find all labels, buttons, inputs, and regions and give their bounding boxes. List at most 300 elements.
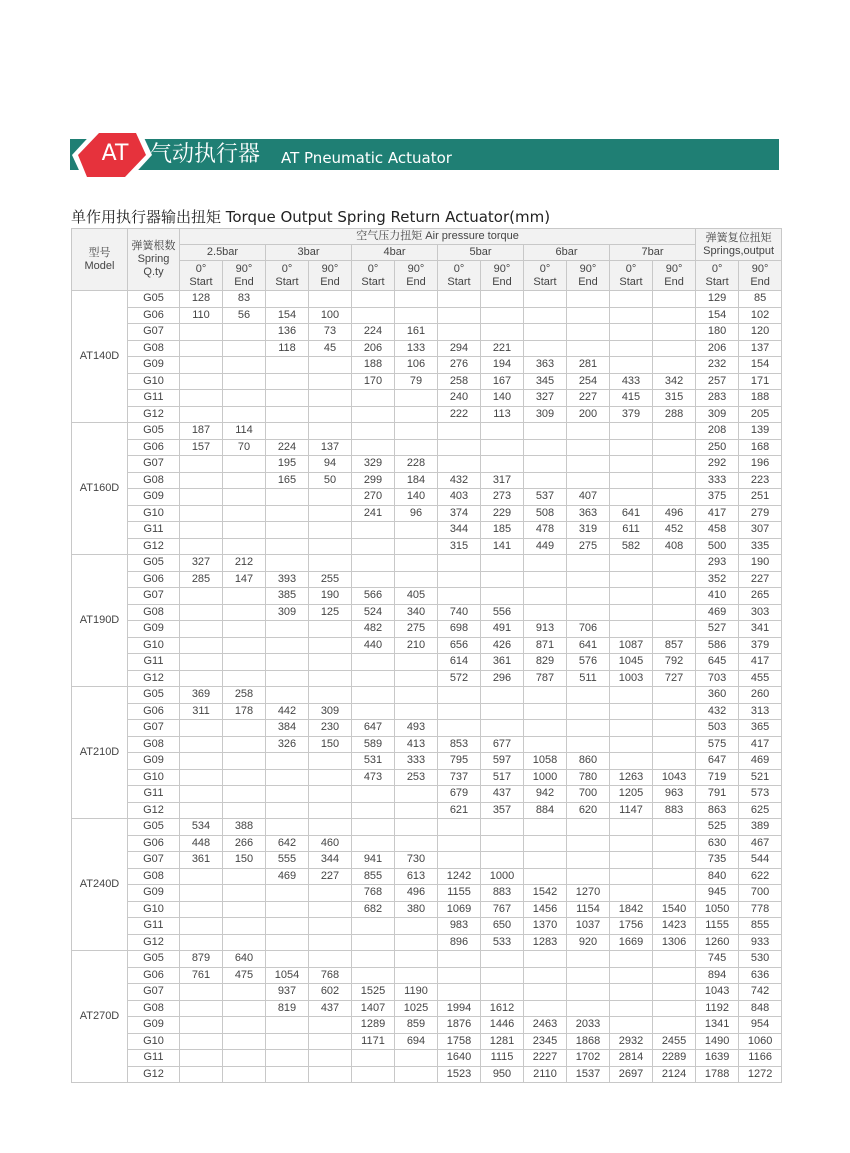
torque-cell	[653, 852, 696, 869]
torque-cell: 250	[696, 439, 739, 456]
torque-cell	[180, 736, 223, 753]
torque-cell: 309	[524, 406, 567, 423]
torque-cell: 410	[696, 588, 739, 605]
torque-cell	[567, 571, 610, 588]
torque-cell: 102	[739, 307, 782, 324]
torque-cell: 140	[481, 390, 524, 407]
torque-cell: 426	[481, 637, 524, 654]
torque-cell	[653, 456, 696, 473]
model-cell: AT190D	[72, 555, 128, 687]
torque-cell	[266, 522, 309, 539]
start-header	[524, 261, 567, 291]
spring-output-header	[696, 229, 782, 261]
torque-cell: 503	[696, 720, 739, 737]
torque-cell	[266, 1033, 309, 1050]
torque-cell	[395, 307, 438, 324]
torque-cell	[653, 1000, 696, 1017]
torque-cell: 342	[653, 373, 696, 390]
torque-cell	[223, 489, 266, 506]
torque-cell: 611	[610, 522, 653, 539]
table-row	[72, 885, 782, 902]
torque-cell: 597	[481, 753, 524, 770]
torque-cell	[223, 390, 266, 407]
torque-cell: 139	[739, 423, 782, 440]
torque-cell: 942	[524, 786, 567, 803]
torque-cell	[309, 1033, 352, 1050]
torque-cell	[395, 1050, 438, 1067]
torque-cell	[309, 786, 352, 803]
torque-cell: 1876	[438, 1017, 481, 1034]
torque-cell: 73	[309, 324, 352, 341]
torque-cell: 137	[309, 439, 352, 456]
torque-cell: 1205	[610, 786, 653, 803]
model-cell: AT240D	[72, 819, 128, 951]
torque-cell: 303	[739, 604, 782, 621]
torque-cell	[567, 604, 610, 621]
torque-cell: 2814	[610, 1050, 653, 1067]
spring-cell: G06	[128, 571, 180, 588]
torque-cell	[266, 670, 309, 687]
spring-cell: G05	[128, 951, 180, 968]
torque-cell	[524, 951, 567, 968]
torque-cell: 1788	[696, 1066, 739, 1083]
torque-cell: 120	[739, 324, 782, 341]
torque-cell	[266, 687, 309, 704]
torque-cell	[653, 340, 696, 357]
torque-cell: 1639	[696, 1050, 739, 1067]
torque-cell: 920	[567, 934, 610, 951]
torque-cell: 1456	[524, 901, 567, 918]
torque-cell: 1069	[438, 901, 481, 918]
start-header	[180, 261, 223, 291]
position-label: Start	[275, 275, 299, 288]
torque-cell	[395, 835, 438, 852]
torque-cell	[395, 687, 438, 704]
torque-cell: 791	[696, 786, 739, 803]
torque-cell	[438, 720, 481, 737]
torque-cell	[610, 951, 653, 968]
table-row	[72, 951, 782, 968]
torque-cell: 292	[696, 456, 739, 473]
torque-cell	[524, 720, 567, 737]
torque-cell: 171	[739, 373, 782, 390]
torque-cell: 1842	[610, 901, 653, 918]
torque-cell	[438, 324, 481, 341]
torque-cell: 221	[481, 340, 524, 357]
torque-cell	[653, 868, 696, 885]
torque-cell	[567, 456, 610, 473]
torque-cell	[524, 571, 567, 588]
torque-cell: 573	[739, 786, 782, 803]
torque-cell: 266	[223, 835, 266, 852]
torque-cell: 352	[696, 571, 739, 588]
torque-cell	[180, 637, 223, 654]
torque-cell: 455	[739, 670, 782, 687]
torque-cell: 113	[481, 406, 524, 423]
spring-cell: G10	[128, 637, 180, 654]
torque-cell: 56	[223, 307, 266, 324]
torque-cell: 232	[696, 357, 739, 374]
torque-cell	[610, 588, 653, 605]
torque-cell: 860	[567, 753, 610, 770]
torque-cell	[352, 967, 395, 984]
torque-cell: 157	[180, 439, 223, 456]
table-row	[72, 1000, 782, 1017]
torque-cell: 313	[739, 703, 782, 720]
end-header	[481, 261, 524, 291]
spring-cell: G08	[128, 736, 180, 753]
torque-cell: 380	[395, 901, 438, 918]
torque-cell: 1306	[653, 934, 696, 951]
torque-cell	[567, 868, 610, 885]
torque-cell	[352, 786, 395, 803]
torque-cell: 276	[438, 357, 481, 374]
torque-cell: 1523	[438, 1066, 481, 1083]
torque-cell	[438, 967, 481, 984]
torque-cell: 508	[524, 505, 567, 522]
torque-cell	[438, 819, 481, 836]
page-title-en: AT Pneumatic Actuator	[281, 149, 452, 167]
torque-cell: 2932	[610, 1033, 653, 1050]
torque-cell	[266, 802, 309, 819]
torque-cell	[524, 736, 567, 753]
torque-cell: 647	[696, 753, 739, 770]
torque-cell	[524, 423, 567, 440]
torque-cell	[352, 571, 395, 588]
torque-cell: 70	[223, 439, 266, 456]
torque-cell: 344	[438, 522, 481, 539]
torque-cell	[395, 654, 438, 671]
torque-cell: 375	[696, 489, 739, 506]
torque-cell	[352, 835, 395, 852]
torque-cell: 857	[653, 637, 696, 654]
torque-cell: 212	[223, 555, 266, 572]
torque-cell: 147	[223, 571, 266, 588]
torque-cell	[438, 423, 481, 440]
torque-cell: 106	[395, 357, 438, 374]
spring-cell: G12	[128, 802, 180, 819]
torque-cell	[567, 819, 610, 836]
torque-cell: 475	[223, 967, 266, 984]
pressure-header: 7bar	[610, 245, 696, 261]
torque-cell: 768	[309, 967, 352, 984]
position-label: End	[578, 275, 598, 288]
torque-cell: 327	[180, 555, 223, 572]
end-header	[395, 261, 438, 291]
torque-cell	[180, 621, 223, 638]
torque-cell	[653, 703, 696, 720]
torque-cell: 333	[395, 753, 438, 770]
torque-cell	[567, 423, 610, 440]
torque-cell	[395, 786, 438, 803]
angle-label: 0°	[367, 262, 379, 275]
torque-cell	[481, 703, 524, 720]
torque-cell: 136	[266, 324, 309, 341]
torque-cell	[180, 373, 223, 390]
table-row	[72, 522, 782, 539]
torque-cell: 735	[696, 852, 739, 869]
table-row	[72, 786, 782, 803]
table-row	[72, 390, 782, 407]
torque-cell: 265	[739, 588, 782, 605]
torque-cell	[352, 802, 395, 819]
torque-cell: 329	[352, 456, 395, 473]
table-row	[72, 538, 782, 555]
torque-cell: 682	[352, 901, 395, 918]
torque-cell: 227	[309, 868, 352, 885]
torque-cell	[309, 637, 352, 654]
torque-cell: 473	[352, 769, 395, 786]
torque-cell	[395, 555, 438, 572]
torque-cell: 168	[739, 439, 782, 456]
torque-cell: 413	[395, 736, 438, 753]
torque-cell	[481, 555, 524, 572]
torque-cell	[223, 1050, 266, 1067]
torque-cell	[395, 918, 438, 935]
torque-cell: 531	[352, 753, 395, 770]
position-label: End	[492, 275, 512, 288]
torque-cell	[266, 951, 309, 968]
torque-cell	[610, 307, 653, 324]
torque-cell: 190	[739, 555, 782, 572]
torque-cell	[180, 1033, 223, 1050]
torque-cell: 700	[567, 786, 610, 803]
torque-cell	[610, 571, 653, 588]
torque-cell	[524, 307, 567, 324]
torque-cell	[352, 291, 395, 308]
torque-cell: 778	[739, 901, 782, 918]
torque-cell	[266, 637, 309, 654]
torque-cell: 253	[395, 769, 438, 786]
torque-cell: 819	[266, 1000, 309, 1017]
torque-cell: 260	[739, 687, 782, 704]
torque-cell	[180, 489, 223, 506]
torque-cell	[180, 753, 223, 770]
torque-cell: 188	[352, 357, 395, 374]
torque-cell: 206	[696, 340, 739, 357]
torque-cell	[309, 654, 352, 671]
torque-cell	[309, 505, 352, 522]
torque-cell	[309, 538, 352, 555]
torque-cell	[223, 802, 266, 819]
torque-cell	[223, 901, 266, 918]
torque-cell	[481, 324, 524, 341]
torque-cell	[309, 753, 352, 770]
spring-cell: G07	[128, 324, 180, 341]
torque-cell	[481, 720, 524, 737]
torque-cell	[524, 984, 567, 1001]
spring-cell: G05	[128, 555, 180, 572]
table-row	[72, 753, 782, 770]
torque-cell	[395, 522, 438, 539]
spring-cell: G10	[128, 1033, 180, 1050]
torque-cell: 294	[438, 340, 481, 357]
torque-cell	[481, 835, 524, 852]
torque-cell: 224	[266, 439, 309, 456]
table-row	[72, 555, 782, 572]
torque-cell: 1542	[524, 885, 567, 902]
torque-cell: 706	[567, 621, 610, 638]
torque-cell: 636	[739, 967, 782, 984]
torque-cell	[266, 555, 309, 572]
torque-cell: 640	[223, 951, 266, 968]
torque-cell: 415	[610, 390, 653, 407]
torque-cell	[309, 390, 352, 407]
torque-cell: 227	[567, 390, 610, 407]
torque-cell	[223, 357, 266, 374]
torque-cell	[524, 324, 567, 341]
torque-cell	[266, 819, 309, 836]
torque-cell	[438, 456, 481, 473]
angle-label: 0°	[539, 262, 551, 275]
torque-cell: 190	[309, 588, 352, 605]
torque-cell: 230	[309, 720, 352, 737]
torque-cell	[395, 703, 438, 720]
torque-cell	[180, 588, 223, 605]
torque-cell	[653, 621, 696, 638]
torque-cell	[352, 951, 395, 968]
torque-cell	[395, 390, 438, 407]
torque-cell	[180, 1050, 223, 1067]
torque-cell	[610, 423, 653, 440]
angle-label: 90°	[321, 262, 339, 275]
table-body	[72, 291, 782, 1083]
torque-cell: 1758	[438, 1033, 481, 1050]
torque-cell	[438, 703, 481, 720]
torque-cell	[610, 291, 653, 308]
torque-cell: 1994	[438, 1000, 481, 1017]
torque-cell: 1166	[739, 1050, 782, 1067]
torque-cell	[653, 571, 696, 588]
torque-cell: 700	[739, 885, 782, 902]
torque-cell: 566	[352, 588, 395, 605]
spring-cell: G11	[128, 918, 180, 935]
torque-cell: 167	[481, 373, 524, 390]
torque-cell: 275	[395, 621, 438, 638]
torque-cell: 945	[696, 885, 739, 902]
torque-cell: 374	[438, 505, 481, 522]
spring-cell: G07	[128, 456, 180, 473]
torque-cell	[653, 984, 696, 1001]
torque-cell: 228	[395, 456, 438, 473]
table-row	[72, 1066, 782, 1083]
torque-cell	[266, 505, 309, 522]
torque-cell: 200	[567, 406, 610, 423]
torque-cell	[481, 571, 524, 588]
model-header-cn: 型号	[88, 246, 111, 259]
table-row	[72, 868, 782, 885]
torque-cell	[180, 357, 223, 374]
torque-cell	[266, 769, 309, 786]
torque-cell: 50	[309, 472, 352, 489]
torque-cell	[653, 291, 696, 308]
torque-cell	[395, 423, 438, 440]
torque-cell	[481, 852, 524, 869]
torque-cell: 855	[739, 918, 782, 935]
torque-cell	[266, 373, 309, 390]
torque-cell	[567, 703, 610, 720]
spring-cell: G10	[128, 901, 180, 918]
torque-cell: 527	[696, 621, 739, 638]
table-row	[72, 489, 782, 506]
torque-cell	[180, 868, 223, 885]
spring-cell: G11	[128, 390, 180, 407]
torque-cell	[266, 934, 309, 951]
torque-cell: 1171	[352, 1033, 395, 1050]
torque-cell: 94	[309, 456, 352, 473]
torque-cell: 141	[481, 538, 524, 555]
torque-cell	[223, 406, 266, 423]
torque-cell	[352, 555, 395, 572]
torque-cell: 96	[395, 505, 438, 522]
torque-cell	[266, 1066, 309, 1083]
torque-cell: 1281	[481, 1033, 524, 1050]
torque-cell	[610, 984, 653, 1001]
torque-cell: 1423	[653, 918, 696, 935]
torque-cell	[567, 324, 610, 341]
torque-cell	[266, 291, 309, 308]
torque-cell: 417	[739, 654, 782, 671]
torque-cell	[266, 390, 309, 407]
torque-cell	[223, 588, 266, 605]
torque-cell: 389	[739, 819, 782, 836]
torque-cell	[309, 406, 352, 423]
torque-cell: 293	[696, 555, 739, 572]
torque-cell: 165	[266, 472, 309, 489]
torque-cell	[223, 984, 266, 1001]
torque-cell	[223, 621, 266, 638]
torque-cell: 340	[395, 604, 438, 621]
torque-cell: 309	[309, 703, 352, 720]
table-row	[72, 703, 782, 720]
torque-cell: 883	[481, 885, 524, 902]
table-row	[72, 406, 782, 423]
torque-cell: 110	[180, 307, 223, 324]
torque-cell: 154	[696, 307, 739, 324]
torque-cell: 299	[352, 472, 395, 489]
torque-cell: 114	[223, 423, 266, 440]
spring-cell: G09	[128, 1017, 180, 1034]
torque-cell: 740	[438, 604, 481, 621]
torque-cell	[223, 868, 266, 885]
spring-cell: G11	[128, 1050, 180, 1067]
torque-cell	[610, 703, 653, 720]
torque-cell: 1407	[352, 1000, 395, 1017]
torque-cell: 745	[696, 951, 739, 968]
torque-cell: 2697	[610, 1066, 653, 1083]
model-cell: AT160D	[72, 423, 128, 555]
torque-cell: 1537	[567, 1066, 610, 1083]
torque-cell: 1043	[653, 769, 696, 786]
torque-cell: 625	[739, 802, 782, 819]
torque-cell: 180	[696, 324, 739, 341]
torque-cell	[223, 456, 266, 473]
torque-cell	[180, 720, 223, 737]
torque-cell: 2463	[524, 1017, 567, 1034]
spring-cell: G09	[128, 621, 180, 638]
torque-cell: 642	[266, 835, 309, 852]
torque-cell: 388	[223, 819, 266, 836]
torque-cell	[481, 456, 524, 473]
torque-cell: 641	[567, 637, 610, 654]
torque-cell: 270	[352, 489, 395, 506]
torque-cell	[653, 835, 696, 852]
torque-cell: 281	[567, 357, 610, 374]
torque-cell	[610, 439, 653, 456]
torque-cell: 196	[739, 456, 782, 473]
table-row	[72, 918, 782, 935]
torque-cell: 467	[739, 835, 782, 852]
